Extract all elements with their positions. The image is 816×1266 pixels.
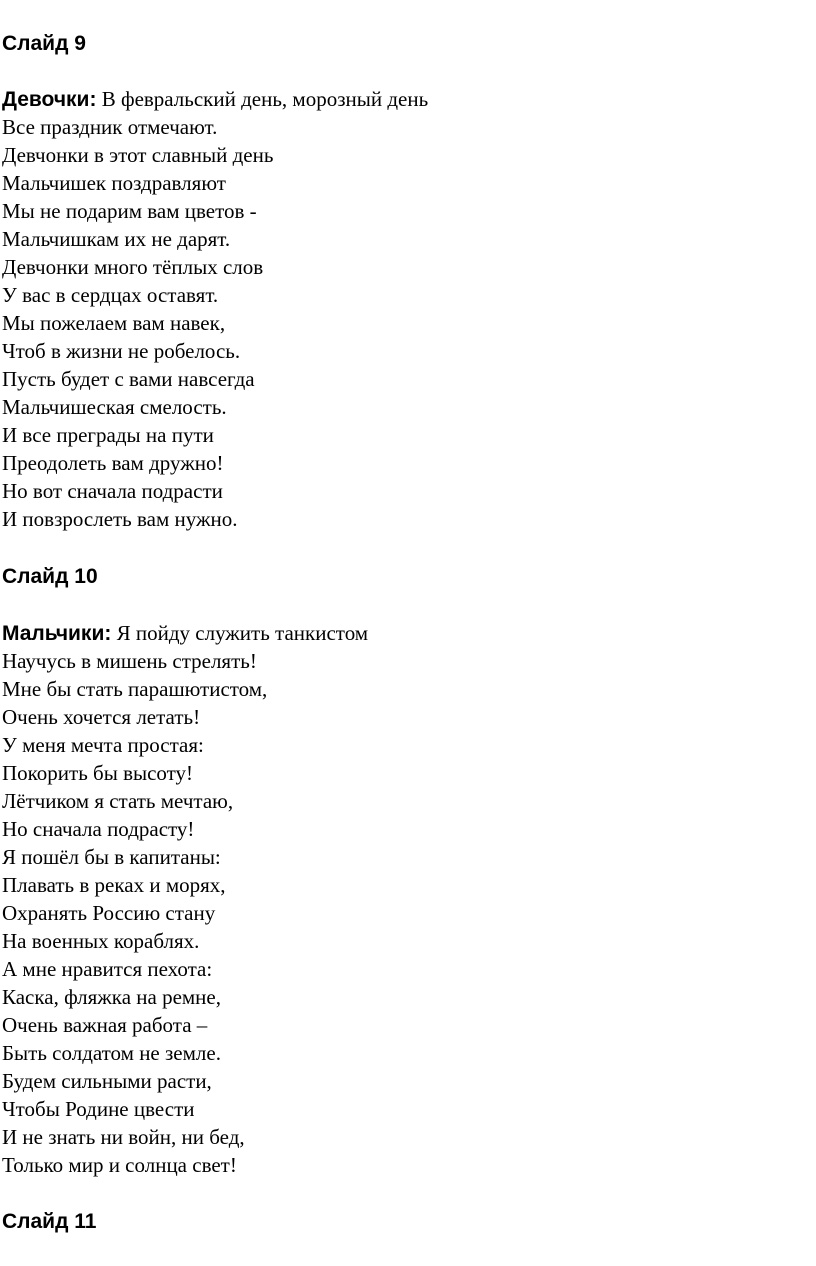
- verse-line: У меня мечта простая:: [2, 733, 204, 757]
- verse-line: Каска, фляжка на ремне,: [2, 985, 221, 1009]
- slide-9-heading: Слайд 9: [2, 32, 86, 55]
- verse-line: [2, 85, 428, 113]
- verse-line: Мальчишеская смелость.: [2, 395, 227, 419]
- verse-line: Пусть будет с вами навсегда: [2, 367, 255, 391]
- verse-line: Быть солдатом не земле.: [2, 1041, 221, 1065]
- verse-line: Чтобы Родине цвести: [2, 1097, 195, 1121]
- speaker-boys: Мальчики:: [2, 622, 112, 645]
- verse-line: [2, 619, 368, 647]
- verse-line: У вас в сердцах оставят.: [2, 283, 219, 307]
- slide-11-heading: Слайд 11: [2, 1210, 97, 1233]
- verse-line: Мальчишек поздравляют: [2, 171, 226, 195]
- girls-verse: [2, 85, 428, 533]
- verse-line: И повзрослеть вам нужно.: [2, 507, 238, 531]
- verse-first-line: В февральский день, морозный день: [101, 87, 429, 111]
- verse-line: Я пошёл бы в капитаны:: [2, 845, 221, 869]
- verse-line: Чтоб в жизни не робелось.: [2, 339, 241, 363]
- verse-line: Будем сильными расти,: [2, 1069, 212, 1093]
- speaker-girls: Девочки:: [2, 88, 97, 111]
- verse-line: Девчонки много тёплых слов: [2, 255, 264, 279]
- verse-line: Девчонки в этот славный день: [2, 143, 274, 167]
- verse-first-line: Я пойду служить танкистом: [116, 621, 369, 645]
- verse-line: И все преграды на пути: [2, 423, 214, 447]
- verse-line: Все праздник отмечают.: [2, 115, 218, 139]
- verse-line: Лётчиком я стать мечтаю,: [2, 789, 234, 813]
- verse-line: Преодолеть вам дружно!: [2, 451, 224, 475]
- verse-line: Мы не подарим вам цветов -: [2, 199, 257, 223]
- verse-line: Плавать в реках и морях,: [2, 873, 226, 897]
- verse-line: Покорить бы высоту!: [2, 761, 194, 785]
- verse-line: На военных кораблях.: [2, 929, 200, 953]
- verse-line: А мне нравится пехота:: [2, 957, 213, 981]
- verse-line: Мне бы стать парашютистом,: [2, 677, 268, 701]
- verse-line: Очень хочется летать!: [2, 705, 201, 729]
- verse-line: Только мир и солнца свет!: [2, 1153, 237, 1177]
- verse-line: И не знать ни войн, ни бед,: [2, 1125, 245, 1149]
- verse-line: Охранять Россию стану: [2, 901, 216, 925]
- verse-line: Мы пожелаем вам навек,: [2, 311, 226, 335]
- verse-line: Но вот сначала подрасти: [2, 479, 223, 503]
- verse-line: Очень важная работа –: [2, 1013, 208, 1037]
- verse-line: Но сначала подрасту!: [2, 817, 195, 841]
- slide-10-heading: Слайд 10: [2, 565, 98, 588]
- verse-line: Научусь в мишень стрелять!: [2, 649, 257, 673]
- verse-line: Мальчишкам их не дарят.: [2, 227, 231, 251]
- boys-verse: [2, 619, 368, 1179]
